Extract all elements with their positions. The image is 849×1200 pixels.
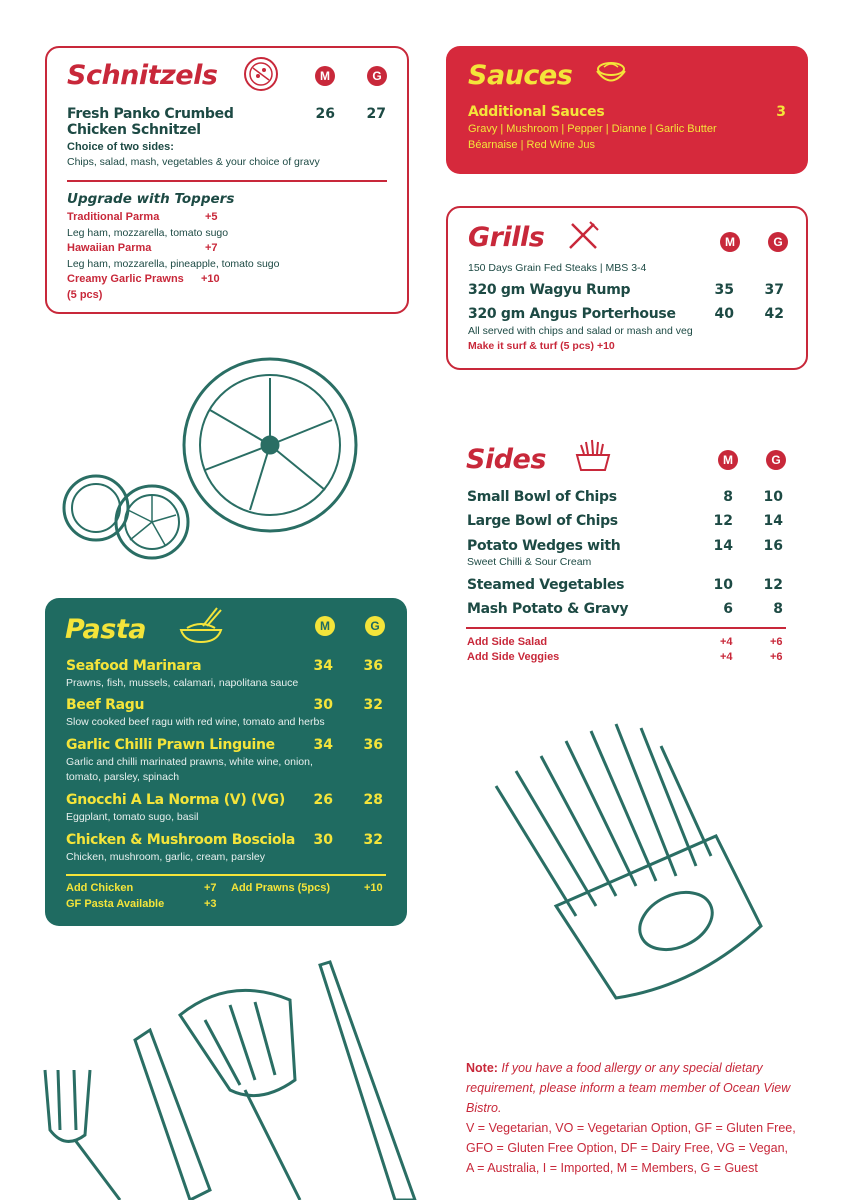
- pasta-title: Pasta: [65, 614, 146, 645]
- side-price-guest: 14: [763, 513, 783, 529]
- grills-title: Grills: [468, 222, 545, 253]
- side-price-members: 10: [713, 577, 733, 593]
- schnitzels-divider: [67, 180, 387, 182]
- legend-line: V = Vegetarian, VO = Vegetarian Option, GF = Gluten Free,: [466, 1121, 796, 1135]
- side-price-guest: 12: [763, 577, 783, 593]
- sauces-title: Sauces: [468, 60, 573, 91]
- members-badge: M: [720, 232, 740, 252]
- gf-pasta-price: +3: [204, 898, 217, 910]
- schnitzels-card: [45, 46, 409, 314]
- pasta-item-name: Garlic Chilli Prawn Linguine: [66, 737, 275, 753]
- side-extra-members: +4: [720, 636, 733, 648]
- fork-knife-icon: [566, 220, 600, 252]
- grill-price-guest: 42: [764, 306, 784, 322]
- side-item-name: Small Bowl of Chips: [467, 489, 617, 505]
- side-price-guest: 16: [763, 538, 783, 554]
- grill-item-name: 320 gm Angus Porterhouse: [468, 306, 676, 322]
- sides-heading: Choice of two sides:: [67, 141, 174, 153]
- side-price-members: 6: [723, 601, 733, 617]
- fries-illustration: [486, 716, 776, 1006]
- grills-subtitle: 150 Days Grain Fed Steaks | MBS 3-4: [468, 262, 647, 274]
- topper-price: +5: [205, 211, 218, 223]
- note-label: Note:: [466, 1061, 498, 1075]
- members-badge: M: [315, 616, 335, 636]
- topper-name: Creamy Garlic Prawns: [67, 273, 184, 285]
- schnitzels-title: Schnitzels: [67, 60, 218, 91]
- pasta-price-guest: 28: [363, 792, 383, 808]
- chips-bowl-icon: [574, 438, 612, 474]
- side-price-members: 12: [713, 513, 733, 529]
- schnitzel-name-line1: Fresh Panko Crumbed: [67, 106, 234, 122]
- topper-name: Traditional Parma: [67, 211, 160, 223]
- pasta-price-members: 30: [313, 832, 333, 848]
- guest-badge: G: [365, 616, 385, 636]
- note-paragraph: [466, 1058, 796, 1118]
- side-extra-guest: +6: [770, 636, 783, 648]
- side-item-desc: Sweet Chilli & Sour Cream: [467, 556, 592, 568]
- gf-pasta-label: GF Pasta Available: [66, 898, 165, 910]
- side-item-name: Potato Wedges with: [467, 538, 621, 554]
- grill-price-members: 35: [714, 282, 734, 298]
- allergy-note: [466, 1058, 796, 1178]
- sides-text: Chips, salad, mash, vegetables & your choice of gravy: [67, 156, 320, 168]
- guest-badge: G: [367, 66, 387, 86]
- pasta-card: [45, 598, 407, 926]
- sauces-list-line2: Béarnaise | Red Wine Jus: [468, 139, 595, 151]
- add-chicken-price: +7: [204, 882, 217, 894]
- side-extra-guest: +6: [770, 651, 783, 663]
- side-extra-name: Add Side Salad: [467, 636, 548, 648]
- note-text: If you have a food allergy or any special dietary requirement, please inform a team member of Ocean View Bistro.: [466, 1061, 791, 1115]
- side-extra-name: Add Side Veggies: [467, 651, 560, 663]
- pasta-price-members: 34: [313, 658, 333, 674]
- add-chicken-label: Add Chicken: [66, 882, 134, 894]
- sauces-card: [446, 46, 808, 174]
- pasta-item-desc-line2: tomato, parsley, spinach: [66, 771, 180, 783]
- pasta-item-desc: Prawns, fish, mussels, calamari, napolitana sauce: [66, 677, 299, 689]
- legend-line: A = Australia, I = Imported, M = Members, G = Guest: [466, 1161, 758, 1175]
- side-price-guest: 10: [763, 489, 783, 505]
- pasta-price-members: 30: [313, 697, 333, 713]
- topper-price: +7: [205, 242, 218, 254]
- side-extra-members: +4: [720, 651, 733, 663]
- pasta-item-name: Chicken & Mushroom Bosciola: [66, 832, 295, 848]
- grill-price-members: 40: [714, 306, 734, 322]
- members-badge: M: [718, 450, 738, 470]
- topper-desc: (5 pcs): [67, 289, 103, 301]
- pizza-icon: [243, 56, 279, 92]
- sides-title: Sides: [466, 444, 546, 475]
- pasta-price-guest: 36: [363, 658, 383, 674]
- pasta-item-desc: Slow cooked beef ragu with red wine, tomato and herbs: [66, 716, 325, 728]
- grill-item-name: 320 gm Wagyu Rump: [468, 282, 631, 298]
- side-item-name: Steamed Vegetables: [467, 577, 625, 593]
- schnitzel-price-members: 26: [315, 106, 335, 122]
- guest-badge: G: [766, 450, 786, 470]
- members-badge: M: [315, 66, 335, 86]
- surf-turf-option: Make it surf & turf (5 pcs) +10: [468, 340, 615, 352]
- sauce-bowl-icon: [592, 58, 630, 88]
- legend-line: GFO = Gluten Free Option, DF = Dairy Free, VG = Vegan,: [466, 1141, 789, 1155]
- side-price-guest: 8: [773, 601, 783, 617]
- grill-price-guest: 37: [764, 282, 784, 298]
- side-item-name: Large Bowl of Chips: [467, 513, 618, 529]
- side-price-members: 8: [723, 489, 733, 505]
- pasta-item-name: Seafood Marinara: [66, 658, 202, 674]
- grills-served-note: All served with chips and salad or mash and veg: [468, 325, 693, 337]
- topper-desc: Leg ham, mozzarella, tomato sugo: [67, 227, 229, 239]
- pasta-price-guest: 32: [363, 697, 383, 713]
- add-prawns-price: +10: [364, 882, 383, 894]
- add-prawns-label: Add Prawns (5pcs): [231, 882, 331, 894]
- additional-sauces-name: Additional Sauces: [468, 104, 605, 120]
- topper-name: Hawaiian Parma: [67, 242, 152, 254]
- schnitzel-name-line2: Chicken Schnitzel: [67, 122, 201, 138]
- pasta-divider: [66, 874, 386, 876]
- lemon-illustration: [60, 350, 380, 560]
- sides-divider: [466, 627, 786, 629]
- pasta-item-desc: Chicken, mushroom, garlic, cream, parsley: [66, 851, 265, 863]
- schnitzel-price-guest: 27: [366, 106, 386, 122]
- pasta-price-members: 34: [313, 737, 333, 753]
- pasta-item-desc: Garlic and chilli marinated prawns, white wine, onion,: [66, 756, 313, 768]
- side-price-members: 14: [713, 538, 733, 554]
- additional-sauces-price: 3: [776, 104, 786, 120]
- pasta-price-members: 26: [313, 792, 333, 808]
- toppers-heading: Upgrade with Toppers: [67, 191, 235, 207]
- topper-desc: Leg ham, mozzarella, pineapple, tomato sugo: [67, 258, 280, 270]
- sauces-list-line1: Gravy | Mushroom | Pepper | Dianne | Garlic Butter: [468, 123, 717, 135]
- cutlery-illustration: [30, 960, 420, 1200]
- grills-card: [446, 206, 808, 370]
- pasta-bowl-icon: [177, 604, 225, 644]
- guest-badge: G: [768, 232, 788, 252]
- topper-price: +10: [201, 273, 220, 285]
- pasta-price-guest: 36: [363, 737, 383, 753]
- pasta-item-name: Beef Ragu: [66, 697, 145, 713]
- pasta-item-name: Gnocchi A La Norma (V) (VG): [66, 792, 285, 808]
- side-item-name: Mash Potato & Gravy: [467, 601, 629, 617]
- pasta-item-desc: Eggplant, tomato sugo, basil: [66, 811, 199, 823]
- pasta-price-guest: 32: [363, 832, 383, 848]
